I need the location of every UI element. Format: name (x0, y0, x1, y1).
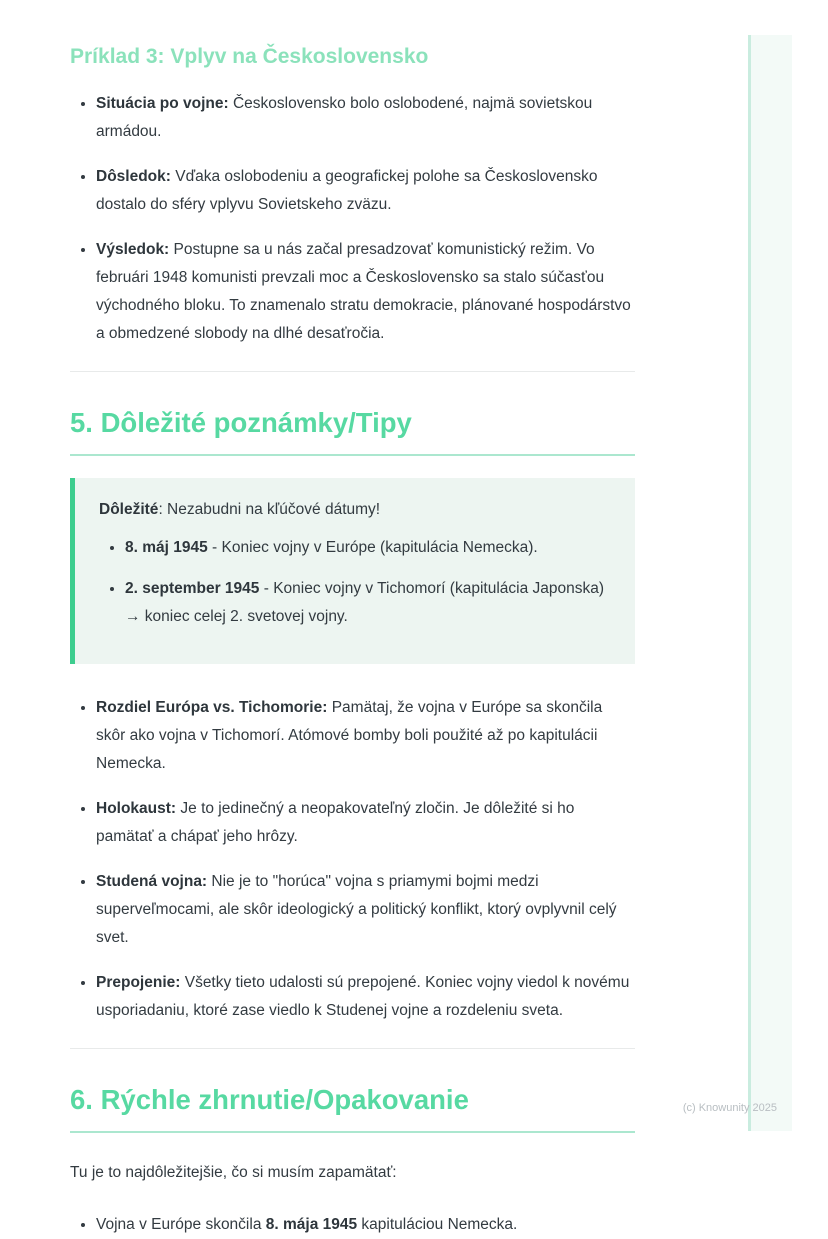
bullet-item (96, 868, 635, 952)
bullet-item (125, 575, 611, 631)
bullet-text-post: kapituláciou Nemecka. (357, 1216, 518, 1233)
bullet-lead: Holokaust: (96, 800, 177, 817)
bullet-text-pre: Vojna v Európe skončila (96, 1216, 266, 1233)
section-divider (70, 1048, 635, 1049)
section-6-heading: 6. Rýchle zhrnutie/Opakovanie (70, 1083, 635, 1133)
callout-bullet-list (99, 534, 611, 631)
section-6 (70, 1083, 635, 1239)
section-5 (70, 406, 635, 1025)
section-divider (70, 371, 635, 372)
bullet-item (125, 534, 611, 562)
page-edge-strip (748, 35, 792, 1131)
bullet-text: Československo bolo oslobodené, najmä sovietskou armádou. (96, 95, 593, 140)
bullet-bold-date: 8. mája 1945 (265, 1216, 358, 1233)
bullet-lead: Studená vojna: (96, 873, 208, 890)
bullet-text: Vďaka oslobodeniu a geografickej polohe sa Československo dostalo do sféry vplyvu Sovietskeho zväzu. (96, 168, 598, 213)
bullet-lead: Prepojenie: (96, 974, 181, 991)
bullet-item (96, 163, 635, 219)
bullet-lead: Výsledok: (96, 241, 170, 258)
section-5-heading: 5. Dôležité poznámky/Tipy (70, 406, 635, 456)
bullet-item (96, 694, 635, 778)
bullet-item (96, 236, 635, 348)
callout-title (99, 496, 611, 524)
footer-copyright: (c) Knowunity 2025 (682, 1102, 777, 1114)
doc-page (70, 0, 635, 1239)
callout-title-lead: Dôležité (99, 501, 159, 518)
bullet-lead: Dôsledok: (96, 168, 171, 185)
bullet-item (96, 969, 635, 1025)
example-heading: Príklad 3: Vplyv na Československo (70, 45, 429, 68)
bullet-lead: 8. máj 1945 (125, 539, 208, 556)
bullet-text: Je to jedinečný a neopakovateľný zločin. Je dôležité si ho pamätať a chápať jeho hrôzy. (96, 800, 575, 845)
summary-bullet-list (70, 1211, 635, 1239)
bullet-item (96, 90, 635, 146)
bullet-item (96, 1211, 635, 1239)
example-section (70, 44, 635, 348)
bullet-text: Postupne sa u nás začal presadzovať komunistický režim. Vo februári 1948 komunisti prevzali moc a Československo sa stalo súčasťou východného bloku. To znamenalo stratu demokracie, plánované hospodárstvo a obmedzené slobody na dlhé desaťročia. (96, 241, 631, 342)
callout-box (70, 478, 635, 664)
callout-title-text: : Nezabudni na kľúčové dátumy! (158, 501, 381, 518)
bullet-item (96, 795, 635, 851)
bullet-lead: 2. september 1945 (125, 580, 260, 597)
summary-intro: Tu je to najdôležitejšie, čo si musím zapamätať: (70, 1164, 397, 1181)
bullet-lead: Situácia po vojne: (96, 95, 229, 112)
bullet-text: - Koniec vojny v Tichomorí (kapitulácia Japonska) → koniec celej 2. svetovej vojny. (125, 580, 605, 625)
bullet-text: Nie je to "horúca" vojna s priamymi bojmi medzi superveľmocami, ale skôr ideologický a politický konflikt, ktorý ovplyvnil celý svet. (96, 873, 617, 946)
example-bullet-list (70, 90, 635, 348)
tips-bullet-list (70, 694, 635, 1025)
bullet-lead: Rozdiel Európa vs. Tichomorie: (96, 699, 328, 716)
bullet-text: - Koniec vojny v Európe (kapitulácia Nemecka). (207, 539, 538, 556)
bullet-text: Pamätaj, že vojna v Európe sa skončila skôr ako vojna v Tichomorí. Atómové bomby boli použité až po kapitulácii Nemecka. (96, 699, 603, 772)
bullet-text: Všetky tieto udalosti sú prepojené. Koniec vojny viedol k novému usporiadaniu, ktoré zase viedlo k Studenej vojne a rozdeleniu sveta. (96, 974, 630, 1019)
